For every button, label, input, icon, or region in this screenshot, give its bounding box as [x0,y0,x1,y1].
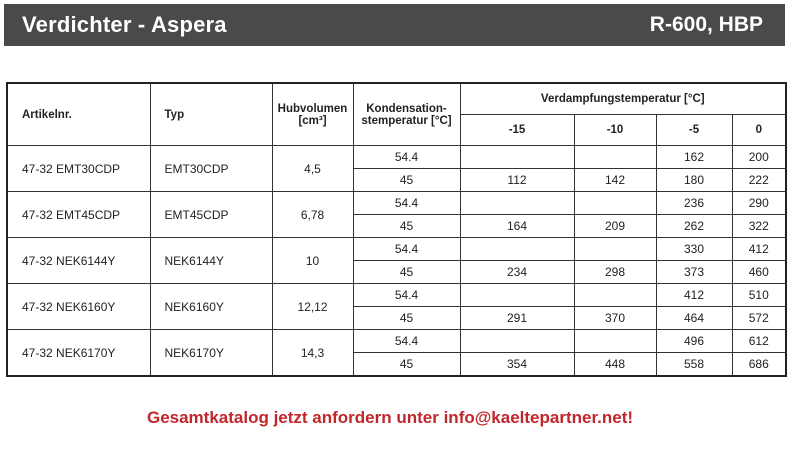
cell-kondensationstemperatur: 54.4 [353,192,460,215]
cell-capacity: 373 [656,261,732,284]
header-bar [4,4,785,46]
header-artikelnr: Artikelnr. [7,83,150,146]
header-kond-line1: Kondensation- [366,102,447,115]
header-evap-temp: 0 [732,115,786,146]
cell-capacity: 234 [460,261,574,284]
cell-capacity: 510 [732,284,786,307]
page-title: Verdichter - Aspera [22,12,227,37]
cell-hubvolumen: 12,12 [272,284,353,330]
header-hubvolumen [272,83,353,146]
cell-capacity: 496 [656,330,732,353]
cell-kondensationstemperatur: 54.4 [353,146,460,169]
cell-kondensationstemperatur: 45 [353,307,460,330]
table-row [7,146,786,169]
cell-capacity: 354 [460,353,574,377]
cell-hubvolumen: 10 [272,238,353,284]
refrigerant-label: R-600, HBP [649,13,763,36]
cell-artikelnr: 47-32 EMT30CDP [7,146,150,192]
header-hubvolumen-line1: Hubvolumen [277,102,348,115]
compressor-table [6,82,787,377]
cell-capacity: 162 [656,146,732,169]
cell-kondensationstemperatur: 54.4 [353,238,460,261]
table-row [7,284,786,307]
cell-typ: EMT45CDP [150,192,272,238]
cell-capacity: 572 [732,307,786,330]
cell-artikelnr: 47-32 EMT45CDP [7,192,150,238]
cell-kondensationstemperatur: 54.4 [353,330,460,353]
table-body [7,146,786,377]
catalog-request-notice: Gesamtkatalog jetzt anfordern unter info@kaeltepartner.net! [146,408,634,427]
cell-capacity: 686 [732,353,786,377]
header-verdampfungstemperatur: Verdampfungstemperatur [°C] [460,83,786,115]
cell-capacity: 298 [574,261,656,284]
cell-capacity [574,238,656,261]
cell-kondensationstemperatur: 45 [353,353,460,377]
cell-capacity [460,238,574,261]
cell-capacity [460,284,574,307]
cell-capacity: 222 [732,169,786,192]
cell-artikelnr: 47-32 NEK6170Y [7,330,150,377]
cell-capacity: 112 [460,169,574,192]
header-evap-temp: -5 [656,115,732,146]
cell-artikelnr: 47-32 NEK6160Y [7,284,150,330]
cell-kondensationstemperatur: 45 [353,215,460,238]
cell-capacity: 322 [732,215,786,238]
cell-capacity: 142 [574,169,656,192]
header-typ: Typ [150,83,272,146]
cell-capacity: 558 [656,353,732,377]
cell-capacity [460,146,574,169]
cell-capacity: 236 [656,192,732,215]
cell-capacity: 291 [460,307,574,330]
table-row [7,238,786,261]
cell-capacity: 262 [656,215,732,238]
cell-capacity [460,330,574,353]
cell-capacity [574,192,656,215]
cell-capacity: 370 [574,307,656,330]
cell-capacity: 330 [656,238,732,261]
header-kond-line2: stemperatur [°C] [361,114,452,127]
cell-capacity: 200 [732,146,786,169]
compressor-table-wrap [6,82,785,377]
cell-capacity: 448 [574,353,656,377]
cell-capacity: 180 [656,169,732,192]
cell-capacity: 209 [574,215,656,238]
cell-capacity: 460 [732,261,786,284]
cell-capacity: 464 [656,307,732,330]
cell-typ: EMT30CDP [150,146,272,192]
cell-capacity: 412 [656,284,732,307]
header-evap-temp: -10 [574,115,656,146]
header-hubvolumen-line2: [cm³] [298,114,327,127]
cell-hubvolumen: 14,3 [272,330,353,377]
cell-kondensationstemperatur: 45 [353,261,460,284]
cell-hubvolumen: 4,5 [272,146,353,192]
table-row [7,330,786,353]
cell-hubvolumen: 6,78 [272,192,353,238]
cell-capacity: 164 [460,215,574,238]
header-evap-temp: -15 [460,115,574,146]
cell-kondensationstemperatur: 54.4 [353,284,460,307]
cell-typ: NEK6160Y [150,284,272,330]
cell-typ: NEK6144Y [150,238,272,284]
cell-kondensationstemperatur: 45 [353,169,460,192]
cell-capacity: 412 [732,238,786,261]
cell-capacity: 612 [732,330,786,353]
header-kondensationstemperatur [353,83,460,146]
cell-capacity [574,146,656,169]
table-row [7,192,786,215]
cell-capacity [574,284,656,307]
cell-artikelnr: 47-32 NEK6144Y [7,238,150,284]
cell-capacity [460,192,574,215]
cell-capacity [574,330,656,353]
cell-typ: NEK6170Y [150,330,272,377]
cell-capacity: 290 [732,192,786,215]
